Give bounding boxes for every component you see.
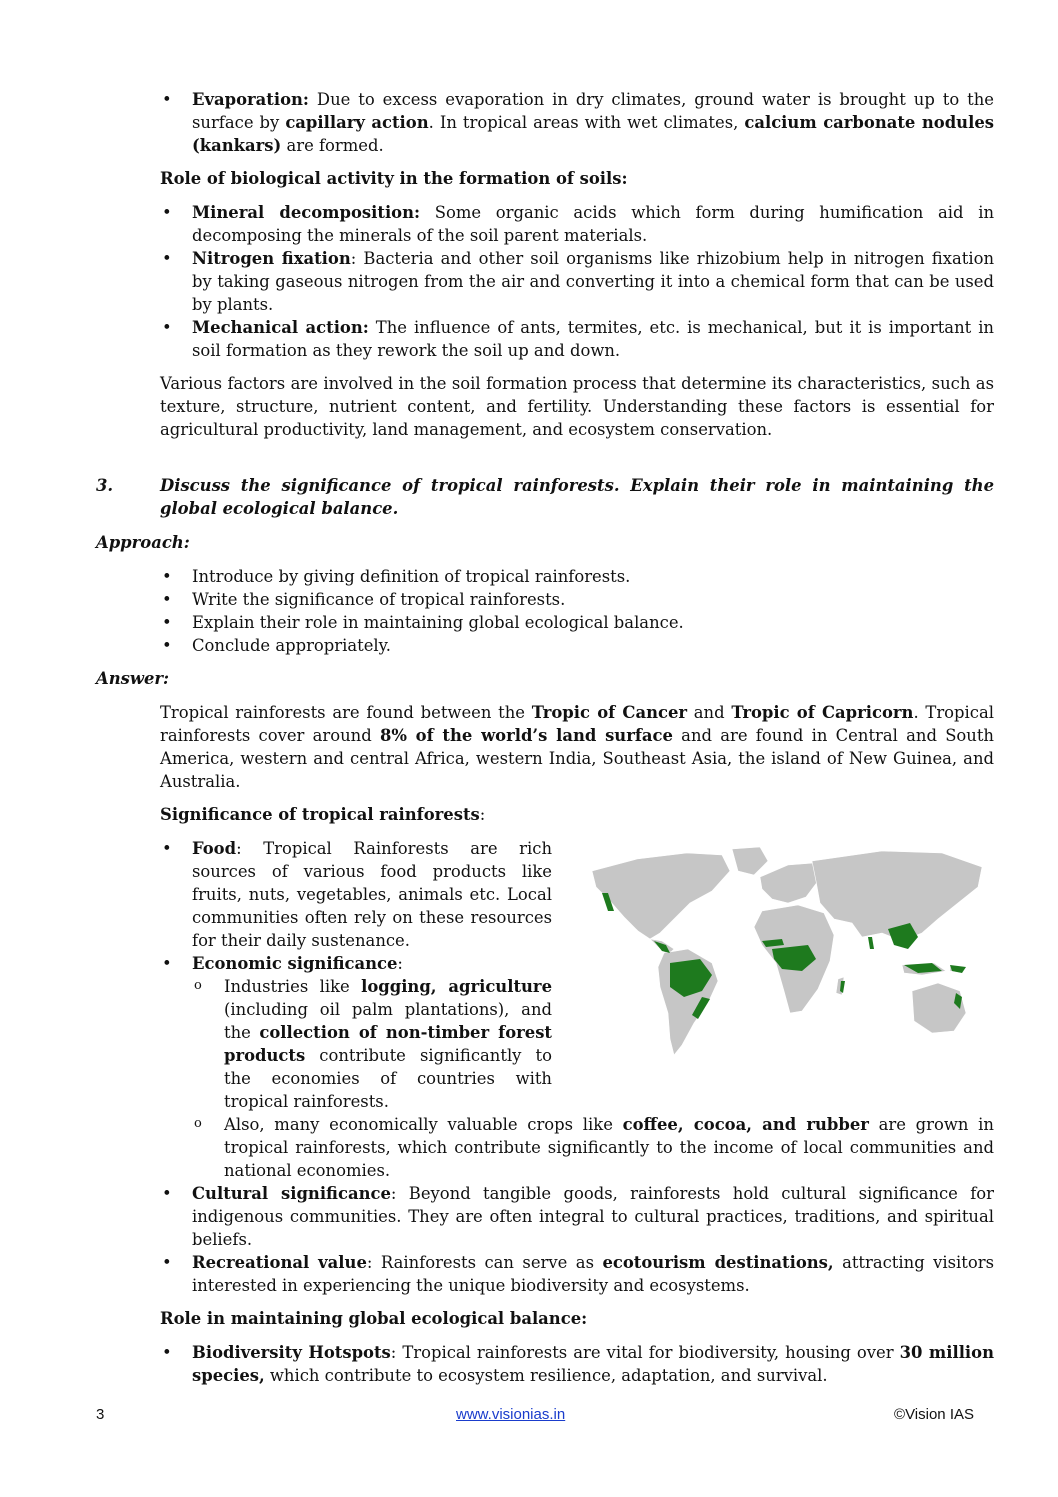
significance-item-food (96, 837, 994, 952)
intro-text-4: and are found in Central and South America, western and central Africa, western India, Southeast Asia, the island of New Guinea, and Australia. (160, 726, 994, 791)
bio-item-mineral (96, 201, 994, 247)
evaporation-text-2: . In tropical areas with wet climates, (428, 113, 745, 132)
logging-bold: logging, agriculture (361, 977, 552, 996)
answer-label: Answer: (96, 669, 170, 688)
intro-paragraph (96, 701, 994, 793)
bio-item-nitrogen (96, 247, 994, 316)
evaporation-text-1: Due to excess evaporation in dry climates, ground water is brought up to the surface by (192, 90, 994, 132)
approach-item: • Conclude appropriately. (96, 634, 994, 657)
sub1-text-2: (including oil palm plantations), and the (224, 1000, 552, 1042)
bio-activity-heading: Role of biological activity in the formation of soils: (160, 169, 628, 188)
recreational-text-2: attracting visitors interested in experiencing the unique biodiversity and ecosystems. (192, 1253, 994, 1295)
recreational-text-1: : Rainforests can serve as (366, 1253, 603, 1272)
ntfp-bold: collection of non-timber forest products (224, 1023, 552, 1065)
bio-activity-list (96, 201, 994, 362)
capillary-action-bold: capillary action (285, 113, 429, 132)
food-term: Food (192, 839, 237, 858)
role-heading: Role in maintaining global ecological balance: (160, 1309, 588, 1328)
continent-europe (760, 863, 818, 903)
tropic-cancer-bold: Tropic of Cancer (531, 703, 688, 722)
economic-subitem-crops (192, 1113, 994, 1182)
economic-subitem-industries (192, 975, 994, 1113)
sub2-text-2: are grown in tropical rainforests, which contribute significantly to the income of local communities and national economies. (224, 1115, 994, 1180)
biodiversity-text-1: : Tropical rainforests are vital for biodiversity, housing over (390, 1343, 900, 1362)
cultural-text: : Beyond tangible goods, rainforests hold cultural significance for indigenous communities. They are often integral to cultural practices, traditions, and spiritual beliefs. (192, 1184, 995, 1249)
evaporation-term: Evaporation: (192, 90, 309, 109)
food-text: : Tropical Rainforests are rich sources of various food products like fruits, nuts, vegetables, animals etc. Local communities often rely on these resources for their daily sustenance. (192, 839, 552, 950)
economic-sublist (192, 975, 994, 1182)
footer-copyright: ©Vision IAS (894, 1406, 974, 1423)
crops-bold: coffee, cocoa, and rubber (622, 1115, 869, 1134)
page-footer (0, 1406, 1058, 1430)
continent-greenland (732, 847, 768, 875)
question-number: 3. (96, 476, 114, 495)
significance-item-cultural (96, 1182, 994, 1251)
page-number: 3 (96, 1406, 105, 1423)
approach-item: • Introduce by giving definition of tropical rainforests. (96, 565, 994, 588)
bio-item-term: Mechanical action: (192, 318, 369, 337)
species-bold: 30 million species, (192, 1343, 995, 1385)
bio-item-text: Some organic acids which form during humification aid in decomposing the minerals of the soil parent materials. (192, 203, 995, 245)
kankars-bold: calcium carbonate nodules (kankars) (192, 113, 994, 155)
significance-item-economic (96, 952, 994, 1182)
approach-list (96, 565, 994, 657)
approach-item: • Explain their role in maintaining global ecological balance. (96, 611, 994, 634)
bio-item-text: The influence of ants, termites, etc. is mechanical, but it is important in soil formation as they rework the soil up and down. (192, 318, 994, 360)
economic-colon: : (397, 954, 403, 973)
intro-text-3: . Tropical rainforests cover around (160, 703, 994, 745)
evaporation-text-3: are formed. (281, 136, 384, 155)
ecotourism-bold: ecotourism destinations, (602, 1253, 834, 1272)
role-item-biodiversity (96, 1341, 994, 1387)
significance-heading-colon: : (479, 805, 486, 824)
recreational-term: Recreational value (192, 1253, 367, 1272)
biodiversity-text-2: which contribute to ecosystem resilience, adaptation, and survival. (264, 1366, 828, 1385)
soil-factors-paragraph: Various factors are involved in the soil formation process that determine its characteristics, such as texture, structure, nutrient content, and fertility. Understanding these factors is essential for agricultural productivity, land management, and ecosystem conservation. (160, 374, 994, 439)
economic-term: Economic significance (192, 954, 398, 973)
footer-website-link[interactable]: www.visionias.in (456, 1406, 566, 1423)
question-text: Discuss the significance of tropical rainforests. Explain their role in maintaining the global ecological balance. (160, 476, 994, 518)
sub2-text-1: Also, many economically valuable crops like (224, 1115, 623, 1134)
question-3 (96, 474, 994, 520)
intro-text-2: and (687, 703, 732, 722)
intro-text-1: Tropical rainforests are found between the (160, 703, 532, 722)
biodiversity-term: Biodiversity Hotspots (192, 1343, 391, 1362)
significance-list (96, 837, 994, 1297)
approach-label: Approach: (96, 533, 190, 552)
role-list (96, 1341, 994, 1387)
land-surface-bold: 8% of the world’s land surface (379, 726, 673, 745)
tropic-capricorn-bold: Tropic of Capricorn (731, 703, 914, 722)
sub1-text-3: contribute significantly to the economies of countries with tropical rainforests. (224, 1046, 552, 1111)
bio-item-mechanical (96, 316, 994, 362)
sub1-text-1: Industries like (224, 977, 362, 996)
approach-item: • Write the significance of tropical rainforests. (96, 588, 994, 611)
page-content (96, 88, 994, 1387)
significance-heading-text: Significance of tropical rainforests (160, 805, 480, 824)
significance-heading (96, 803, 994, 826)
significance-item-recreational (96, 1251, 994, 1297)
bio-item-term: Nitrogen fixation (192, 249, 351, 268)
bio-item-term: Mineral decomposition: (192, 203, 421, 222)
rainforest-western-ghats (868, 937, 874, 949)
cultural-term: Cultural significance (192, 1184, 391, 1203)
evaporation-list (96, 88, 994, 157)
continent-north-america (592, 853, 730, 939)
evaporation-item (96, 88, 994, 157)
bio-item-text: : Bacteria and other soil organisms like rhizobium help in nitrogen fixation by taking gaseous nitrogen from the air and converting it into a chemical form that can be used by plants. (192, 249, 995, 314)
